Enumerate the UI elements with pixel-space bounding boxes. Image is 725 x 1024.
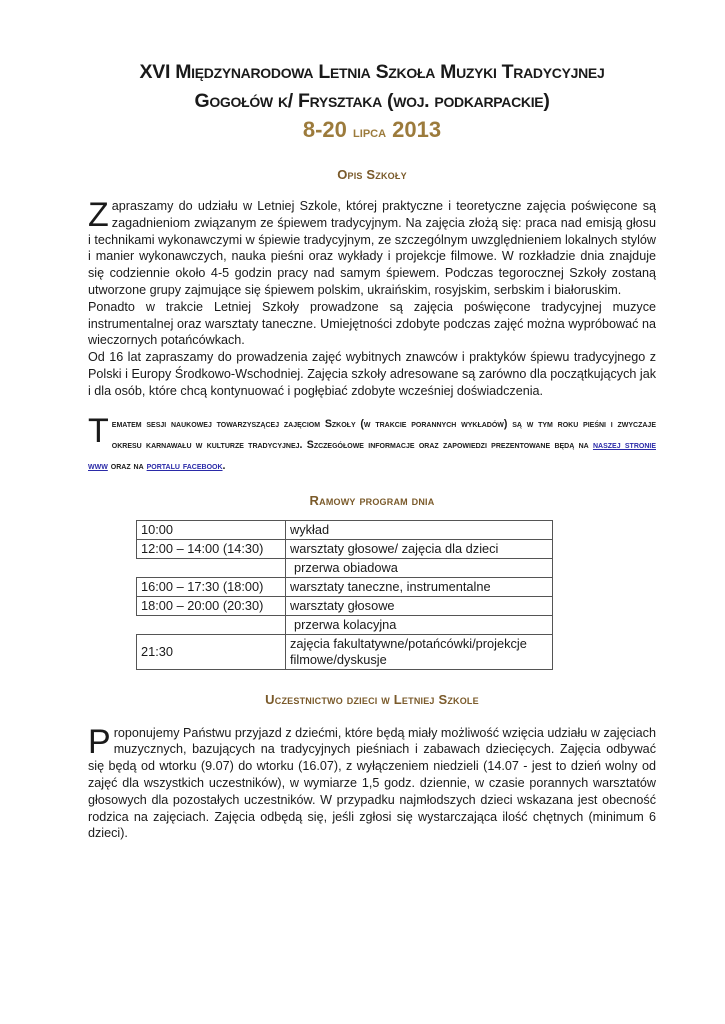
dropcap-z: Z bbox=[88, 196, 109, 234]
table-row bbox=[137, 558, 553, 577]
dropcap-p: P bbox=[88, 722, 111, 761]
opis-section bbox=[88, 198, 656, 400]
section-heading-opis: Opis Szkoły bbox=[337, 167, 407, 182]
schedule-time: 16:00 – 17:30 (18:00) bbox=[137, 577, 286, 596]
link-naszej-stronie[interactable]: naszej stronie www bbox=[88, 438, 656, 472]
section-heading-dzieci: Uczestnictwo dzieci w Letniej Szkole bbox=[265, 691, 479, 707]
schedule-activity: warsztaty głosowe bbox=[286, 596, 553, 615]
opis-paragraph-2: Ponadto w trakcie Letniej Szkoły prowadzone są zajęcia poświęcone tradycyjnej muzyce instrumentalnej oraz warsztaty taneczne. Umiejętności zdobyte podczas zajęć można wypróbować na wieczornych potańcówkach. bbox=[88, 299, 656, 348]
schedule-time: 12:00 – 14:00 (14:30) bbox=[137, 539, 286, 558]
schedule-time: 10:00 bbox=[137, 520, 286, 539]
schedule-time bbox=[137, 615, 286, 634]
date-days: 8-20 bbox=[302, 117, 347, 142]
schedule-time: 21:30 bbox=[137, 634, 286, 669]
schedule-activity: wykład bbox=[286, 520, 553, 539]
section-heading-program: Ramowy program dnia bbox=[309, 492, 435, 508]
schedule-activity: przerwa obiadowa bbox=[286, 558, 553, 577]
table-row bbox=[137, 634, 553, 669]
title-line-2: Gogołów k/ Frysztaka (woj. podkarpackie) bbox=[194, 90, 550, 112]
date-month: lipca bbox=[353, 124, 387, 141]
opis-paragraph-3: Od 16 lat zapraszamy do prowadzenia zajęć wybitnych znawców i praktyków śpiewu tradycyjnego z Polski i Europy Środkowo-Wschodniej. Zajęcia szkoły adresowane są zarówno dla początkujących jak i dla osób, które chcą kontynuować i pogłębiać zdobyte wcześniej doświadczenia. bbox=[88, 350, 656, 398]
opis-paragraph-1: Zapraszamy do udziału w Letniej Szkole, której praktyczne i teoretyczne zajęcia poświęcone są zagadnieniom związanym ze śpiewem tradycyjnym. Na zajęcia złożą się: praca nad emisją głosu i technikami wykonawczymi w śpiewie tradycyjnym, ze szczególnym uwzględnieniem lokalnych stylów i manier wykonawczych, nauka pieśni oraz wykłady i projekcje filmowe. W rozkładzie dnia znajduje się codziennie około 4-5 godzin pracy nad samym śpiewem. Podczas tegorocznej Szkoły zostaną utworzone grupy zajmujące się śpiewem polskim, ukraińskim, rosyjskim, serbskim i białoruskim. bbox=[88, 196, 656, 297]
schedule-time: 18:00 – 20:00 (20:30) bbox=[137, 596, 286, 615]
date-year: 2013 bbox=[392, 117, 442, 142]
schedule-activity: zajęcia fakultatywne/potańcówki/projekcje filmowe/dyskusje bbox=[286, 634, 553, 669]
schedule-table bbox=[136, 520, 553, 670]
schedule-activity: warsztaty głosowe/ zajęcia dla dzieci bbox=[286, 539, 553, 558]
table-row bbox=[137, 539, 553, 558]
schedule-activity: warsztaty taneczne, instrumentalne bbox=[286, 577, 553, 596]
title-line-1: XVI Międzynarodowa Letnia Szkoła Muzyki Tradycyjnej bbox=[139, 61, 605, 83]
dzieci-paragraph: Proponujemy Państwu przyjazd z dziećmi, które będą miały możliwość wzięcia udziału w zajęciach muzycznych, bazujących na tradycyjnych pieśniach i zabawach dziecięcych. Zajęcia odbywać się będą od wtorku (9.07) do wtorku (16.07), z wyłączeniem niedzieli (14.07 - jest to dzień wolny od zajęć dla wszystkich uczestników), w wymiarze 1,5 godz. dziennie, w czasie porannych warsztatów głosowych dla pozostałych uczestników. W przypadku najmłodszych dzieci wskazana jest obecność rodzica na zajęciach. Zajęcia odbędą się, jeśli zgłosi się wystarczająca ilość chętnych (minimum 6 dzieci). bbox=[88, 722, 656, 841]
document-page bbox=[88, 58, 656, 842]
schedule-time bbox=[137, 558, 286, 577]
link-portalu-facebook[interactable]: portalu facebook bbox=[146, 459, 223, 472]
table-row bbox=[137, 520, 553, 539]
table-row bbox=[137, 577, 553, 596]
table-row bbox=[137, 615, 553, 634]
table-row bbox=[137, 596, 553, 615]
event-dates bbox=[88, 116, 656, 147]
schedule-activity: przerwa kolacyjna bbox=[286, 615, 553, 634]
dropcap-t: T bbox=[88, 411, 109, 450]
temat-section: Tematem sesji naukowej towarzyszącej zajęciom Szkoły (w trakcie porannych wykładów) są w tym roku pieśni i zwyczaje okresu karnawału w kulturze tradycyjnej. Szczegółowe informacje oraz zapowiedzi prezentowane będą na naszej stronie www oraz na portalu facebook. bbox=[88, 411, 656, 472]
document-title bbox=[88, 58, 656, 147]
